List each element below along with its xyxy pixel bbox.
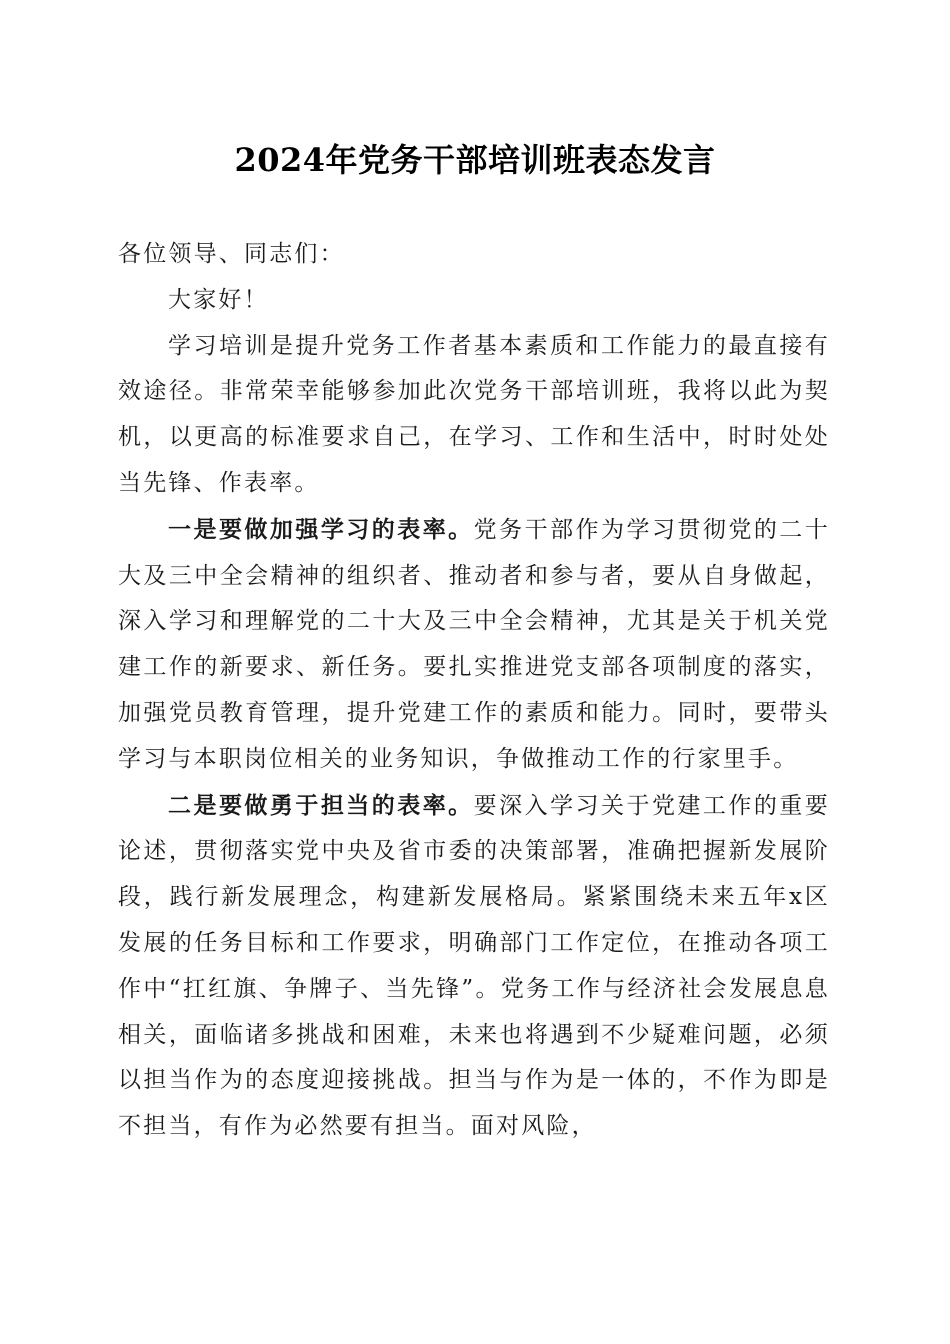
salutation: 各位领导、同志们： — [118, 241, 345, 267]
section-2-text: 要深入学习关于党建工作的重要论述，贯彻落实党中央及省市委的决策部署，准确把握新发展阶段，践行新发展理念，构建新发展格局。紧紧围绕未来五年x区发展的任务目标和工作要求，明确部门工作定位，在推动各项工作中“扛红旗、争牌子、当先锋”。党务工作与经济社会发展息息相关，面临诸多挑战和困难，未来也将遇到不少疑难问题，必须以担当作为的态度迎接挑战。担当与作为是一体的，不作为即是不担当，有作为必然要有担当。面对风险， — [118, 792, 830, 1140]
section-2-paragraph — [118, 783, 830, 1150]
section-2-lead: 二是要做勇于担当的表率。 — [168, 791, 474, 819]
document-body — [118, 232, 830, 1150]
intro-paragraph: 学习培训是提升党务工作者基本素质和工作能力的最直接有效途径。非常荣幸能够参加此次党务干部培训班，我将以此为契机，以更高的标准要求自己，在学习、工作和生活中，时时处处当先锋、作表率。 — [118, 332, 830, 496]
document-title: 2024年党务干部培训班表态发言 — [234, 141, 716, 179]
section-1-text: 党务干部作为学习贯彻党的二十大及三中全会精神的组织者、推动者和参与者，要从自身做起，深入学习和理解党的二十大及三中全会精神，尤其是关于机关党建工作的新要求、新任务。要扎实推进党支部各项制度的落实，加强党员教育管理，提升党建工作的素质和能力。同时，要带头学习与本职岗位相关的业务知识，争做推动工作的行家里手。 — [118, 516, 830, 772]
section-1-lead: 一是要做加强学习的表率。 — [168, 515, 474, 543]
section-1-paragraph — [118, 507, 830, 783]
greeting: 大家好！ — [168, 286, 269, 313]
